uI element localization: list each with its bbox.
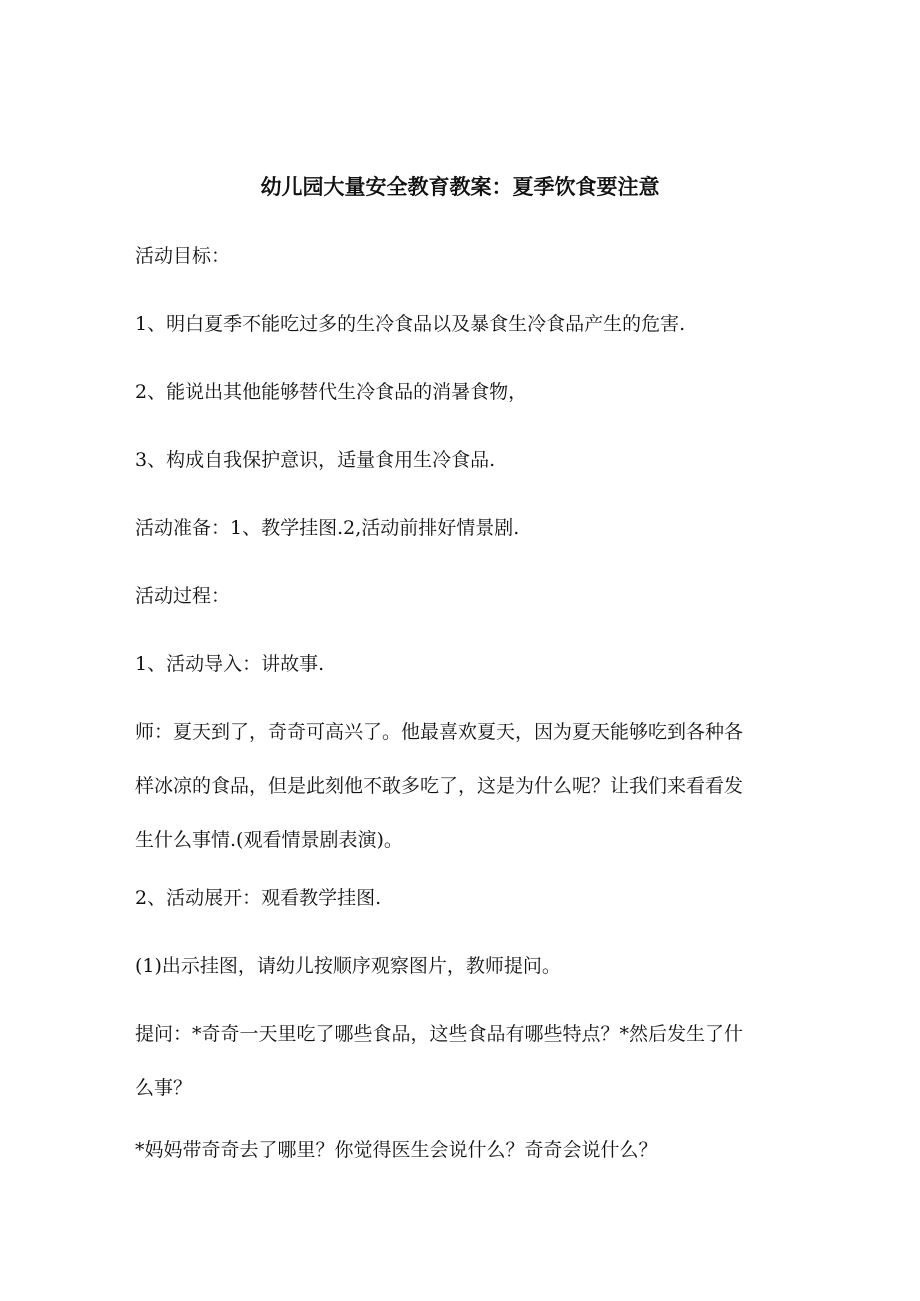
paragraph-questions [135,1019,785,1103]
paragraph-activity-process [135,581,785,611]
paragraph-teacher-story [135,717,785,855]
paragraph-goal-3 [135,445,785,475]
paragraph-line: 师：夏天到了，奇奇可高兴了。他最喜欢夏天，因为夏天能够吃到各种各 [135,721,744,743]
paragraph-line: 活动目标： [135,245,231,267]
paragraph-more-questions [135,1135,785,1165]
paragraph-line: 3、构成自我保护意识，适量食用生冷食品. [135,449,496,471]
paragraph-line: 活动准备：1、教学挂图.2,活动前排好情景剧. [135,517,520,539]
paragraph-line: 2、能说出其他能够替代生冷食品的消暑食物， [135,381,528,403]
paragraph-activity-prep [135,513,785,543]
paragraph-line: 生什么事情.(观看情景剧表演)。 [135,829,403,851]
paragraph-line: 样冰凉的食品，但是此刻他不敢多吃了，这是为什么呢？让我们来看看发 [135,775,744,797]
paragraph-line: (1)出示挂图，请幼儿按顺序观察图片，教师提问。 [135,955,561,977]
paragraph-line: 提问：*奇奇一天里吃了哪些食品，这些食品有哪些特点？*然后发生了什 [135,1023,744,1045]
paragraph-activity-goals [135,241,785,271]
paragraph-line: 么事？ [135,1077,193,1099]
paragraph-line: 1、活动导入：讲故事. [135,653,325,675]
paragraph-line: 1、明白夏季不能吃过多的生冷食品以及暴食生冷食品产生的危害. [135,313,686,335]
paragraph-show-chart [135,951,785,981]
document-title: 幼儿园大量安全教育教案：夏季饮食要注意 [260,175,660,199]
paragraph-step-2 [135,883,785,913]
paragraph-line: 活动过程： [135,585,231,607]
paragraph-line: *妈妈带奇奇去了哪里？你觉得医生会说什么？奇奇会说什么？ [135,1139,658,1161]
paragraph-goal-1 [135,309,785,339]
paragraph-step-1 [135,649,785,679]
paragraph-line: 2、活动展开：观看教学挂图. [135,887,382,909]
paragraph-goal-2 [135,377,785,407]
